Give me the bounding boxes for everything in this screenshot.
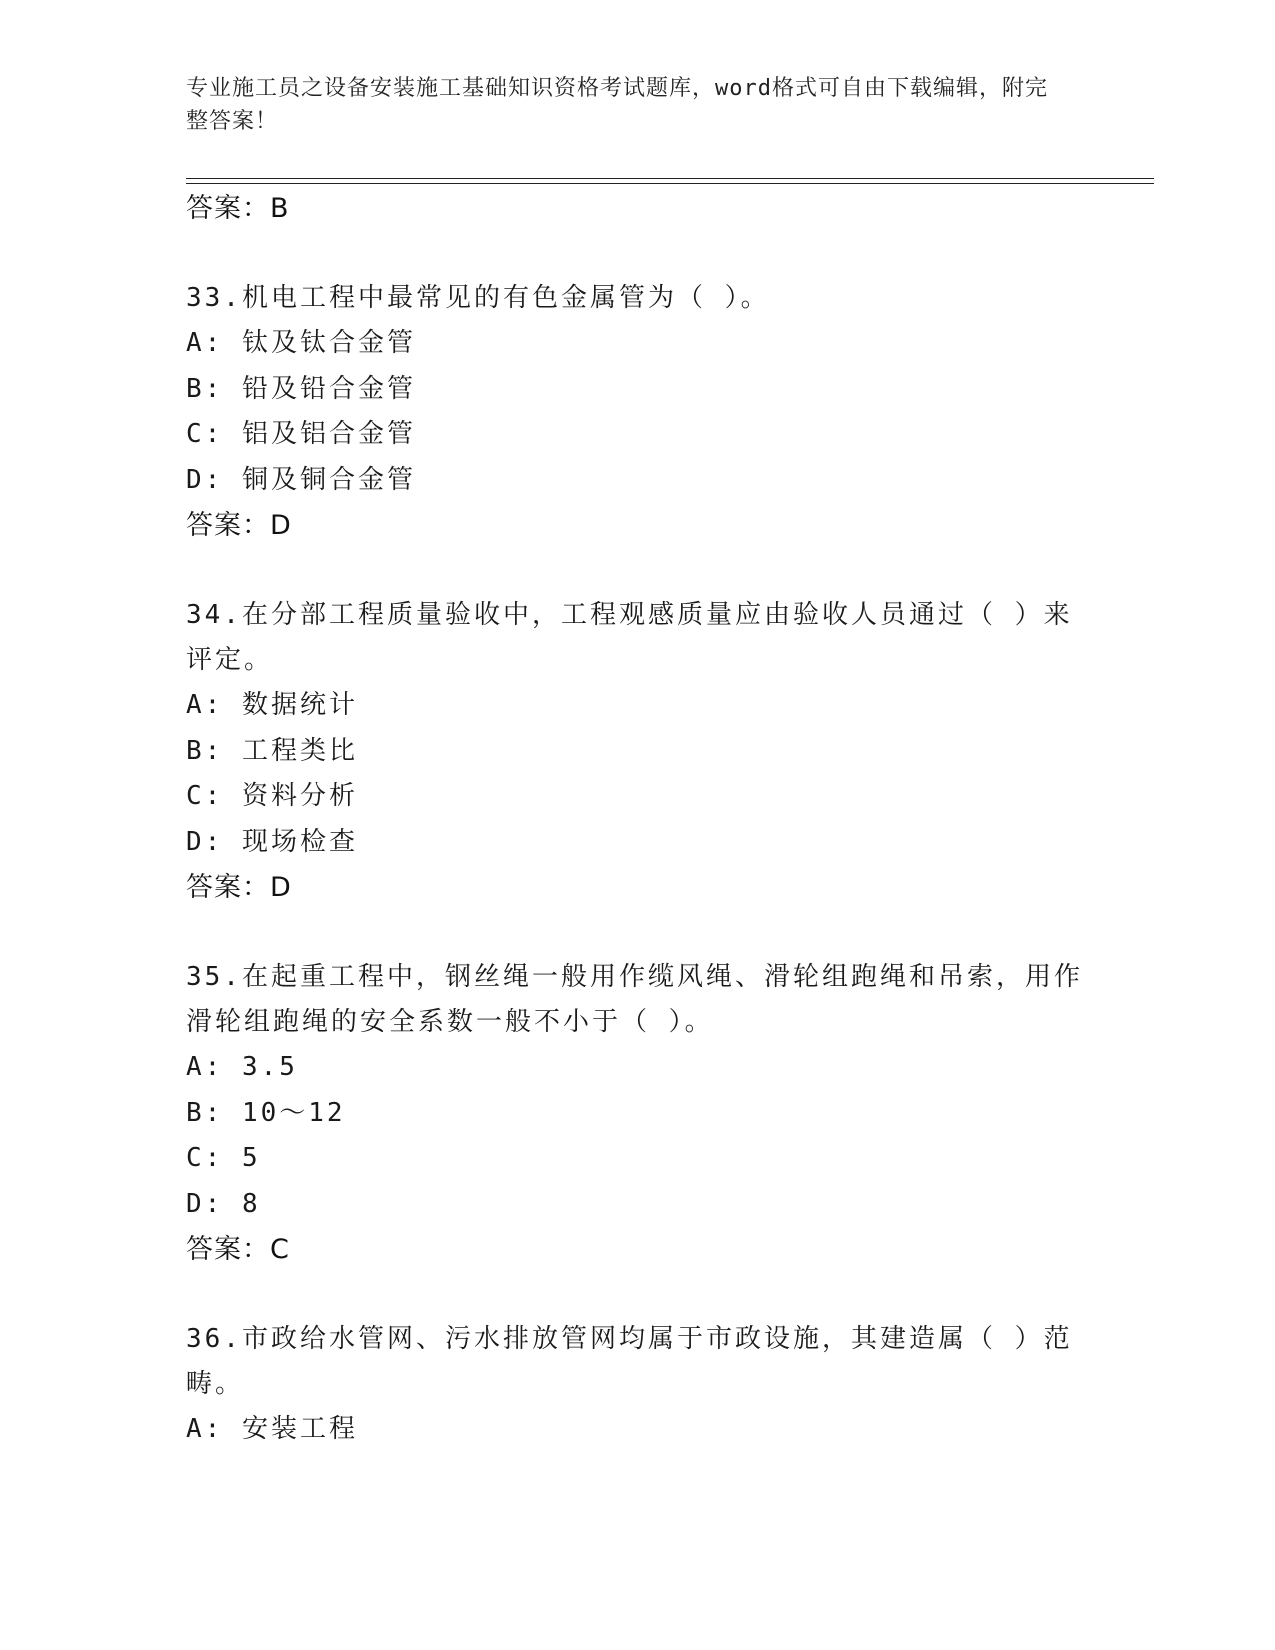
question-list [186, 186, 1086, 1453]
answer-label: 答案：D [186, 510, 292, 541]
answer-label: 答案：C [186, 1234, 290, 1265]
option-b: B: 铅及铅合金管 [186, 373, 416, 404]
question-stem: 36.市政给水管网、污水排放管网均属于市政设施，其建造属（ ）范畴。 [186, 1324, 1073, 1399]
option-a: A: 数据统计 [186, 690, 358, 720]
question-stem: 34.在分部工程质量验收中，工程观感质量应由验收人员通过（ ）来评定。 [186, 600, 1073, 675]
option-b: B: 10～12 [186, 1097, 346, 1128]
option-a: A: 钛及钛合金管 [186, 328, 416, 358]
option-d: D: 8 [186, 1188, 261, 1219]
option-c: C: 资料分析 [186, 781, 358, 811]
option-a: A: 3.5 [186, 1052, 298, 1082]
answer-label: 答案：D [186, 872, 292, 903]
document-header: 专业施工员之设备安装施工基础知识资格考试题库，word格式可自由下载编辑，附完整答案！ [186, 76, 1048, 134]
option-d: D: 现场检查 [186, 826, 358, 857]
question-33 [186, 276, 1086, 549]
question-35 [186, 955, 1086, 1273]
option-d: D: 铜及铜合金管 [186, 464, 416, 495]
question-stem: 33.机电工程中最常见的有色金属管为（ ）。 [186, 283, 770, 313]
answer-label: 答案：B [186, 193, 290, 224]
question-34 [186, 593, 1086, 911]
option-c: C: 铝及铝合金管 [186, 419, 416, 449]
question-36 [186, 1317, 1086, 1453]
question-stem: 35.在起重工程中，钢丝绳一般用作缆风绳、滑轮组跑绳和吊索，用作滑轮组跑绳的安全系数一般不小于（ ）。 [186, 962, 1083, 1037]
header-divider-second [186, 183, 1154, 184]
option-c: C: 5 [186, 1143, 261, 1173]
option-a: A: 安装工程 [186, 1414, 358, 1444]
option-b: B: 工程类比 [186, 735, 358, 766]
header-divider [186, 178, 1154, 179]
